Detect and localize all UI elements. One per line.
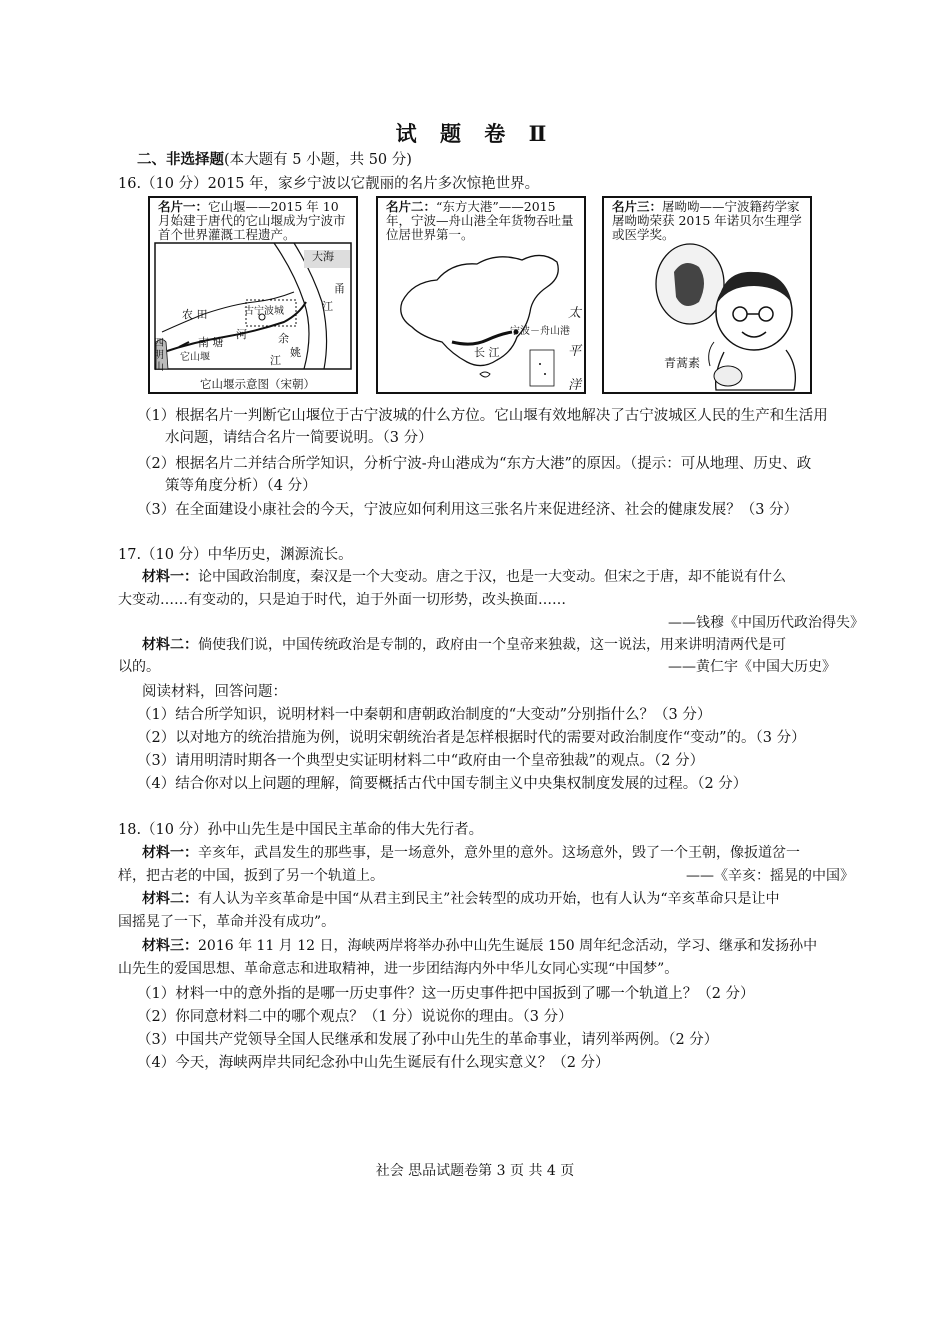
ocean-label-3: 洋	[568, 378, 582, 393]
q18-material-1-source: ——《辛亥：摇晃的中国》	[686, 868, 854, 884]
q18-material-2-label: 材料二：	[142, 891, 198, 907]
map-siming-label: 四明山	[154, 338, 164, 373]
card-1-label: 名片一：	[158, 199, 209, 214]
q18-material-1-text: 辛亥年，武昌发生的那些事，是一场意外，意外里的意外。这场意外，毁了一个王朝，像扳道岔一	[198, 845, 800, 861]
card-3-label: 名片三：	[612, 199, 663, 214]
q17-material-1-text: 论中国政治制度，秦汉是一个大变动。唐之于汉，也是一大变动。但宋之于唐，却不能说有什么	[198, 569, 786, 585]
q18-material-2-line1	[142, 888, 779, 908]
map-yao-label: 姚	[290, 346, 301, 359]
q18-material-2-text: 有人认为辛亥革命是中国“从君主到民主”社会转型的成功开始，也有人认为“辛亥革命只是让中	[198, 891, 780, 907]
page-title: 试 题 卷 Ⅱ	[395, 121, 555, 146]
q17-material-1-line1	[142, 566, 786, 586]
yangtze-label: 长 江	[474, 346, 500, 359]
map-city-label: 古宁波城	[244, 306, 284, 317]
map-sea-label: 大海	[312, 250, 334, 263]
q17-material-2-text: 倘使我们说，中国传统政治是专制的，政府由一个皇帝来独裁，这一说法，用来讲明清两代是可	[198, 637, 786, 653]
name-card-3	[602, 196, 812, 394]
map-yu-label: 余	[278, 332, 289, 345]
china-map	[382, 242, 580, 390]
q17-sub1: （1）结合所学知识，说明材料一中秦朝和唐朝政治制度的“大变动”分别指什么？（3 分）	[137, 707, 712, 723]
question-17-stem: 17.（10 分）中华历史，渊源流长。	[118, 547, 353, 563]
q16-sub2-line1: （2）根据名片二并结合所学知识，分析宁波-舟山港成为“东方大港”的原因。（提示：可从地理、历史、政	[137, 456, 812, 472]
map-he-label: 河	[236, 328, 247, 341]
q18-material-1-label: 材料一：	[142, 845, 198, 861]
card-3-body: 屠呦呦——宁波籍药学家屠呦呦荣获 2015 年诺贝尔生理学或医学奖。	[612, 199, 802, 242]
section-label: 二、非选择题	[137, 151, 224, 168]
map-caption: 它山堰示意图（宋朝）	[200, 377, 315, 391]
question-18-stem: 18.（10 分）孙中山先生是中国民主革命的伟大先行者。	[118, 822, 484, 838]
map-jiang-label: 江	[270, 354, 281, 367]
card-1-text	[158, 200, 352, 242]
q16-sub1-line2: 水问题，请结合名片一简要说明。（3 分）	[165, 430, 433, 446]
card-2-text	[386, 200, 580, 242]
q17-read-instruction: 阅读材料，回答问题：	[142, 684, 287, 700]
q18-material-2-line2: 国摇晃了一下，革命并没有成功”。	[118, 914, 336, 930]
q18-material-3-line2: 山先生的爱国思想、革命意志和进取精神，进一步团结海内外中华儿女同心实现“中国梦”。	[118, 961, 679, 977]
q16-sub3: （3）在全面建设小康社会的今天，宁波应如何利用这三张名片来促进经济、社会的健康发展？（3 分）	[137, 502, 799, 518]
q17-sub2: （2）以对地方的统治措施为例，说明宋朝统治者是怎样根据时代的需要对政治制度作“变动”的。（3 分）	[137, 730, 806, 746]
artemisinin-label: 青蒿素	[664, 356, 701, 370]
q18-material-3-label: 材料三：	[142, 938, 198, 954]
q18-sub4: （4）今天，海峡两岸共同纪念孙中山先生诞辰有什么现实意义？（2 分）	[137, 1055, 610, 1071]
card-2-body: “东方大港”——2015 年，宁波—舟山港全年货物吞吐量位居世界第一。	[386, 199, 574, 242]
q18-sub1: （1）材料一中的意外指的是哪一历史事件？这一历史事件把中国扳到了哪一个轨道上？（2 分）	[137, 986, 755, 1002]
map-river-label-2: 江	[322, 300, 333, 313]
q17-material-1-label: 材料一：	[142, 569, 198, 585]
ocean-label-1: 太	[568, 306, 582, 321]
name-card-2	[376, 196, 586, 394]
q18-sub2: （2）你同意材料二中的哪个观点？（1 分）说说你的理由。（3 分）	[137, 1009, 573, 1025]
q17-sub4: （4）结合你对以上问题的理解，简要概括古代中国专制主义中央集权制度发展的过程。（2 分）	[137, 776, 748, 792]
q17-material-2-line2: 以的。	[118, 659, 160, 675]
q16-sub2-line2: 策等角度分析）（4 分）	[165, 478, 317, 494]
q17-material-2-line1	[142, 634, 786, 654]
map-river-label-1: 甬	[334, 282, 345, 295]
card-2-label: 名片二：	[386, 199, 437, 214]
q18-material-1-line1	[142, 842, 800, 862]
q18-material-1-line2: 样，把古老的中国，扳到了另一个轨道上。	[118, 868, 384, 884]
q17-material-2-source: ——黄仁宇《中国大历史》	[668, 659, 836, 675]
name-card-1	[148, 196, 358, 394]
q17-material-1-source: ——钱穆《中国历代政治得失》	[668, 615, 864, 631]
card-1-body: 它山堰——2015 年 10 月始建于唐代的它山堰成为宁波市首个世界灌溉工程遗产。	[158, 199, 346, 242]
q16-sub1-line1: （1）根据名片一判断它山堰位于古宁波城的什么方位。它山堰有效地解决了古宁波城区人民的生产和生活用	[137, 408, 828, 424]
card-3-text	[612, 200, 806, 242]
q17-material-2-label: 材料二：	[142, 637, 198, 653]
q17-material-1-line2: 大变动……有变动的，只是迫于时代，迫于外面一切形势，改头换面……	[118, 592, 566, 608]
map-field-label: 农 田	[182, 308, 208, 321]
q18-sub3: （3）中国共产党领导全国人民继承和发展了孙中山先生的革命事业，请列举两例。（2 分）	[137, 1032, 719, 1048]
q17-sub3: （3）请用明清时期各一个典型史实证明材料二中“政府由一个皇帝独裁”的观点。（2 分）	[137, 753, 705, 769]
section-heading	[137, 148, 412, 169]
section-note: (本大题有 5 小题，共 50 分)	[224, 152, 412, 168]
ocean-label-2: 平	[568, 344, 582, 359]
q18-material-3-line1	[142, 935, 817, 955]
port-label: 宁波－舟山港	[510, 326, 570, 337]
question-16-stem: 16.（10 分）2015 年，家乡宁波以它靓丽的名片多次惊艳世界。	[118, 176, 540, 192]
map-nantang-label: 南 塘	[198, 336, 224, 349]
q18-material-3-text: 2016 年 11 月 12 日，海峡两岸将举办孙中山先生诞辰 150 周年纪念活动，学习、继承和发扬孙中	[198, 938, 818, 954]
page-footer: 社会 思品试题卷第 3 页 共 4 页	[375, 1163, 575, 1179]
map-tashanyan-label: 它山堰	[180, 352, 210, 363]
